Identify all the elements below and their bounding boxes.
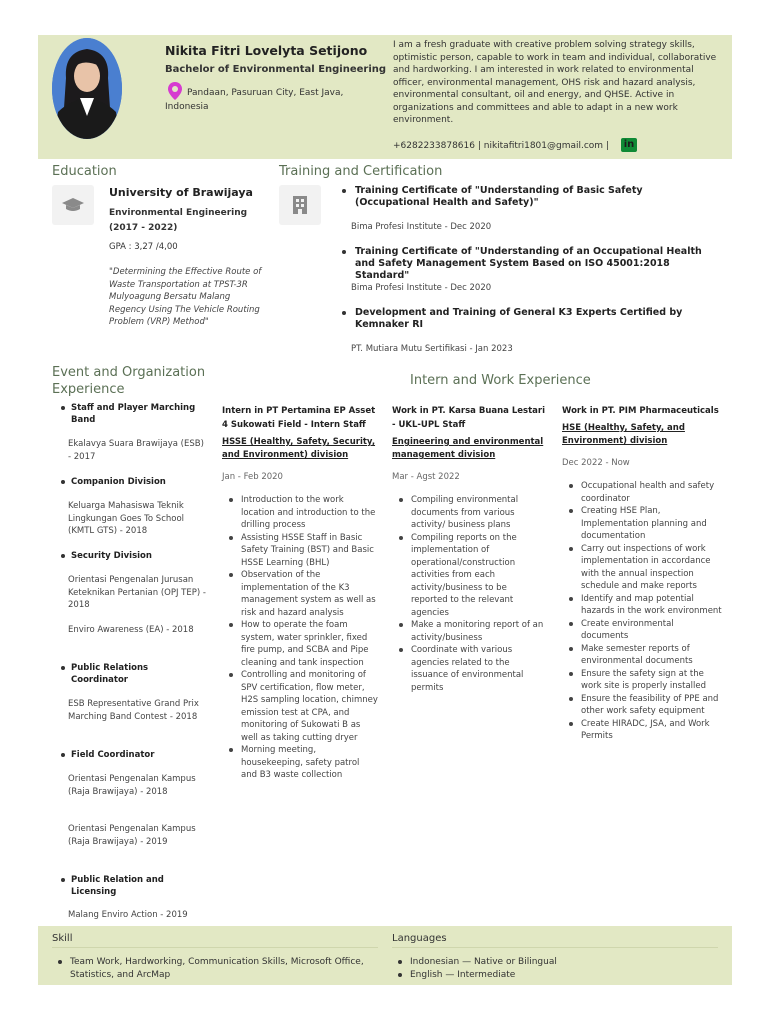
event-org: Malang Enviro Action - 2019 bbox=[68, 910, 188, 920]
linkedin-icon[interactable]: in bbox=[621, 138, 637, 152]
job-title: Intern in PT Pertamina EP Asset 4 Sukowati Field - Intern Staff bbox=[222, 406, 376, 430]
education-major: Environmental Engineering (2017 - 2022) bbox=[109, 208, 248, 233]
skill-divider bbox=[52, 947, 378, 948]
event-org: Orientasi Pengenalan Kampus (Raja Brawijaya) - 2019 bbox=[68, 824, 196, 847]
skill-list bbox=[52, 956, 372, 981]
languages-title: Languages bbox=[392, 933, 447, 944]
event-role bbox=[71, 550, 206, 562]
event-role-title: Security Division bbox=[71, 550, 206, 562]
education-school: University of Brawijaya bbox=[109, 186, 253, 199]
training-title: Training and Certification bbox=[279, 164, 443, 179]
job-date: Mar - Agst 2022 bbox=[392, 472, 460, 482]
job-entry bbox=[222, 404, 378, 782]
event-org: Orientasi Pengenalan Jurusan Keteknikan Pertanian (OPJ TEP) - 2018 bbox=[68, 575, 206, 610]
work-title: Intern and Work Experience bbox=[410, 373, 591, 388]
list-item: Controlling and monitoring of SPV certification, flow meter, H2S sampling location, chimney emission test at CPA, and monitoring of Sukowati B as well as taking cutting dryer bbox=[222, 669, 378, 744]
job-division: Engineering and environmental management division bbox=[392, 437, 544, 460]
training-item-title: Development and Training of General K3 Experts Certified by Kemnaker RI bbox=[355, 307, 720, 331]
event-role-title: Public Relations Coordinator bbox=[71, 662, 206, 686]
event-role bbox=[71, 874, 206, 898]
training-item bbox=[351, 185, 720, 232]
job-duties bbox=[392, 494, 545, 694]
event-role-title: Field Coordinator bbox=[71, 749, 206, 761]
languages-divider bbox=[392, 947, 718, 948]
list-item: Morning meeting, housekeeping, safety patrol and B3 waste collection bbox=[222, 744, 378, 782]
list-item: Carry out inspections of work implementation in accordance with the annual inspection schedule and make reports bbox=[562, 543, 722, 593]
events-title: Event and Organization Experience bbox=[52, 365, 206, 397]
event-role bbox=[71, 749, 206, 761]
event-org: Enviro Awareness (EA) - 2018 bbox=[68, 625, 194, 635]
profile-photo bbox=[52, 38, 122, 139]
list-item: Occupational health and safety coordinator bbox=[562, 480, 722, 505]
profile-summary: I am a fresh graduate with creative problem solving strategy skills, optimistic person, capable to work in team and individual, collaborative and hardworking. I am interested in work related to environmental officer, environmental management, OHS risk and hazard analysis, environmental consultant, oil and energy, and QHSE. Active in organizations and committees and able to adapt in a new work environment. bbox=[393, 40, 717, 125]
event-org: Keluarga Mahasiswa Teknik Lingkungan Goes To School (KMTL GTS) - 2018 bbox=[68, 501, 185, 536]
candidate-address: Pandaan, Pasuruan City, East Java, Indonesia bbox=[165, 88, 344, 112]
candidate-name: Nikita Fitri Lovelyta Setijono bbox=[165, 43, 368, 58]
contact-info[interactable]: +6282233878616 | nikitafitri1801@gmail.com | bbox=[393, 141, 609, 151]
list-item: Create environmental documents bbox=[562, 618, 722, 643]
list-item: Indonesian — Native or Bilingual bbox=[392, 956, 712, 969]
building-icon bbox=[279, 185, 321, 225]
event-org: Orientasi Pengenalan Kampus (Raja Brawijaya) - 2018 bbox=[68, 774, 196, 797]
training-item-org: PT. Mutiara Mutu Sertifikasi - Jan 2023 bbox=[351, 344, 513, 354]
education-title: Education bbox=[52, 164, 117, 179]
event-role bbox=[71, 662, 206, 686]
training-item-title: Training Certificate of "Understanding of an Occupational Health and Safety Management System Based on ISO 45001:2018 Standard" bbox=[355, 246, 720, 282]
list-item: Compiling reports on the implementation of operational/construction activities from each activity/business to be reported to the relevant agencies bbox=[392, 532, 545, 620]
graduation-cap-icon bbox=[52, 185, 94, 225]
event-role bbox=[71, 476, 206, 488]
list-item: Create HIRADC, JSA, and Work Permits bbox=[562, 718, 722, 743]
list-item: Make semester reports of environmental documents bbox=[562, 643, 722, 668]
job-entry bbox=[562, 404, 722, 743]
job-division: HSSE (Healthy, Safety, Security, and Environment) division bbox=[222, 437, 376, 460]
event-role-title: Companion Division bbox=[71, 476, 206, 488]
education-gpa: GPA : 3,27 /4,00 bbox=[109, 242, 178, 252]
event-role-title: Public Relation and Licensing bbox=[71, 874, 206, 898]
list-item: Team Work, Hardworking, Communication Skills, Microsoft Office, Statistics, and ArcMap bbox=[52, 956, 372, 981]
job-date: Jan - Feb 2020 bbox=[222, 472, 283, 482]
training-item bbox=[351, 246, 720, 293]
list-item: Ensure the safety sign at the work site is properly installed bbox=[562, 668, 722, 693]
training-item-org: Bima Profesi Institute - Dec 2020 bbox=[351, 283, 492, 293]
training-item-title: Training Certificate of "Understanding of Basic Safety (Occupational Health and Safety)" bbox=[355, 185, 720, 209]
skill-title: Skill bbox=[52, 933, 73, 944]
list-item: Creating HSE Plan, Implementation planning and documentation bbox=[562, 505, 722, 543]
job-entry bbox=[392, 404, 545, 694]
list-item: How to operate the foam system, water sprinkler, fixed fire pump, and SCBA and Pipe cleaning and tank inspection bbox=[222, 619, 378, 669]
list-item: Identify and map potential hazards in the work environment bbox=[562, 593, 722, 618]
candidate-degree: Bachelor of Environmental Engineering bbox=[165, 64, 387, 75]
job-duties bbox=[222, 494, 378, 782]
languages-list bbox=[392, 956, 712, 981]
training-item-org: Bima Profesi Institute - Dec 2020 bbox=[351, 222, 492, 232]
job-date: Dec 2022 - Now bbox=[562, 458, 630, 468]
job-title: Work in PT. Karsa Buana Lestari - UKL-UPL Staff bbox=[392, 406, 545, 430]
list-item: Assisting HSSE Staff in Basic Safety Training (BST) and Basic HSSE Learning (BHL) bbox=[222, 532, 378, 570]
event-role bbox=[71, 402, 206, 426]
job-division: HSE (Healthy, Safety, and Environment) division bbox=[562, 423, 685, 446]
list-item: Compiling environmental documents from various activity/ business plans bbox=[392, 494, 545, 532]
education-thesis: "Determining the Effective Route of Waste Transportation at TPST-3R Mulyoagung Bersatu Malang Regency Using The Vehicle Routing Problem (VRP) Method" bbox=[109, 267, 262, 327]
training-item bbox=[351, 307, 720, 354]
list-item: Coordinate with various agencies related to the issuance of environmental permits bbox=[392, 644, 545, 694]
job-title: Work in PT. PIM Pharmaceuticals bbox=[562, 406, 719, 416]
event-org: ESB Representative Grand Prix Marching Band Contest - 2018 bbox=[68, 699, 199, 722]
list-item: Ensure the feasibility of PPE and other work safety equipment bbox=[562, 693, 722, 718]
list-item: Make a monitoring report of an activity/business bbox=[392, 619, 545, 644]
list-item: English — Intermediate bbox=[392, 969, 712, 982]
list-item: Observation of the implementation of the K3 management system as well as risk and hazard analysis bbox=[222, 569, 378, 619]
event-role-title: Staff and Player Marching Band bbox=[71, 402, 206, 426]
event-org: Ekalavya Suara Brawijaya (ESB) - 2017 bbox=[68, 439, 204, 462]
job-duties bbox=[562, 480, 722, 743]
list-item: Introduction to the work location and introduction to the drilling process bbox=[222, 494, 378, 532]
